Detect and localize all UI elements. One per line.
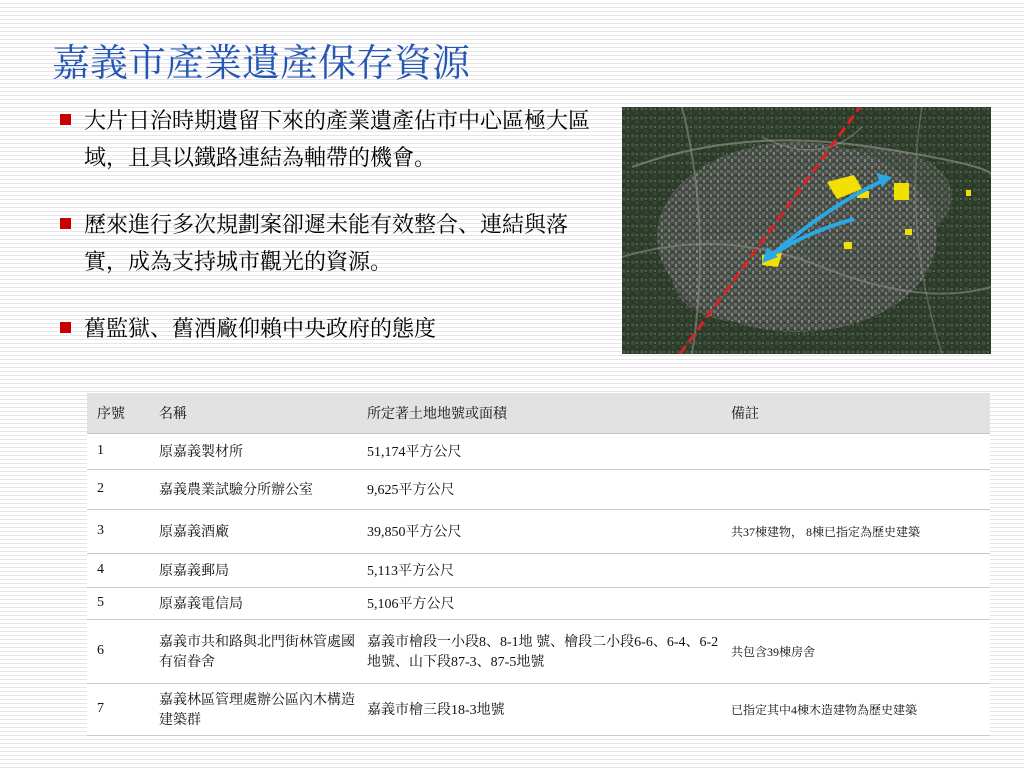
- cell-index: 4: [87, 553, 149, 587]
- cell-index: 7: [87, 683, 149, 735]
- bullet-list: [58, 103, 603, 378]
- page-title: 嘉義市產業遺產保存資源: [52, 41, 471, 85]
- header-index: 序號: [87, 393, 149, 433]
- bullet-text: 歷來進行多次規劃案卻遲未能有效整合、連結與落實，成為支持城市觀光的資源。: [84, 213, 569, 275]
- header-name: 名稱: [149, 393, 357, 433]
- table-row: [87, 587, 990, 619]
- aerial-map-image: [622, 107, 991, 354]
- cell-index: 2: [87, 469, 149, 509]
- cell-name: 原嘉義酒廠: [149, 509, 357, 553]
- cell-notes: 共37棟建物， 8棟已指定為歷史建築: [721, 509, 990, 553]
- bullet-item: [58, 207, 603, 281]
- cell-index: 1: [87, 433, 149, 469]
- cell-index: 6: [87, 619, 149, 683]
- square-bullet-icon: [60, 322, 71, 333]
- bullet-item: [58, 311, 603, 348]
- table-row: [87, 683, 990, 735]
- cell-notes: 共包含39棟房舍: [721, 619, 990, 683]
- heritage-table: [87, 393, 990, 736]
- cell-notes: [721, 553, 990, 587]
- cell-land-area: 39,850平方公尺: [357, 509, 721, 553]
- cell-land-area: 嘉義市檜三段18-3地號: [357, 683, 721, 735]
- cell-land-area: 嘉義市檜段一小段8、8-1地 號、檜段二小段6-6、6-4、6-2地號、山下段87-3、87-5地號: [357, 619, 721, 683]
- table-row: [87, 433, 990, 469]
- table-row: [87, 619, 990, 683]
- cell-land-area: 51,174平方公尺: [357, 433, 721, 469]
- cell-name: 原嘉義郵局: [149, 553, 357, 587]
- table-row: [87, 509, 990, 553]
- cell-land-area: 5,106平方公尺: [357, 587, 721, 619]
- cell-name: 嘉義林區管理處辦公區內木構造建築群: [149, 683, 357, 735]
- table-row: [87, 553, 990, 587]
- cell-notes: [721, 587, 990, 619]
- aerial-map-drawing: [622, 107, 991, 354]
- square-bullet-icon: [60, 218, 71, 229]
- table-row: [87, 469, 990, 509]
- cell-land-area: 5,113平方公尺: [357, 553, 721, 587]
- table-header-row: [87, 393, 990, 433]
- cell-notes: [721, 469, 990, 509]
- header-land-area: 所定著土地地號或面積: [357, 393, 721, 433]
- cell-index: 3: [87, 509, 149, 553]
- header-notes: 備註: [721, 393, 990, 433]
- cell-name: 原嘉義電信局: [149, 587, 357, 619]
- cell-index: 5: [87, 587, 149, 619]
- bullet-text: 大片日治時期遺留下來的產業遺產佔市中心區極大區域，且具以鐵路連結為軸帶的機會。: [84, 109, 591, 171]
- cell-land-area: 9,625平方公尺: [357, 469, 721, 509]
- cell-name: 嘉義市共和路與北門街林管處國有宿眷舍: [149, 619, 357, 683]
- bullet-text: 舊監獄、舊酒廠仰賴中央政府的態度: [84, 317, 437, 342]
- cell-notes: 已指定其中4棟木造建物為歷史建築: [721, 683, 990, 735]
- cell-name: 原嘉義製材所: [149, 433, 357, 469]
- cell-notes: [721, 433, 990, 469]
- square-bullet-icon: [60, 114, 71, 125]
- bullet-item: [58, 103, 603, 177]
- cell-name: 嘉義農業試驗分所辦公室: [149, 469, 357, 509]
